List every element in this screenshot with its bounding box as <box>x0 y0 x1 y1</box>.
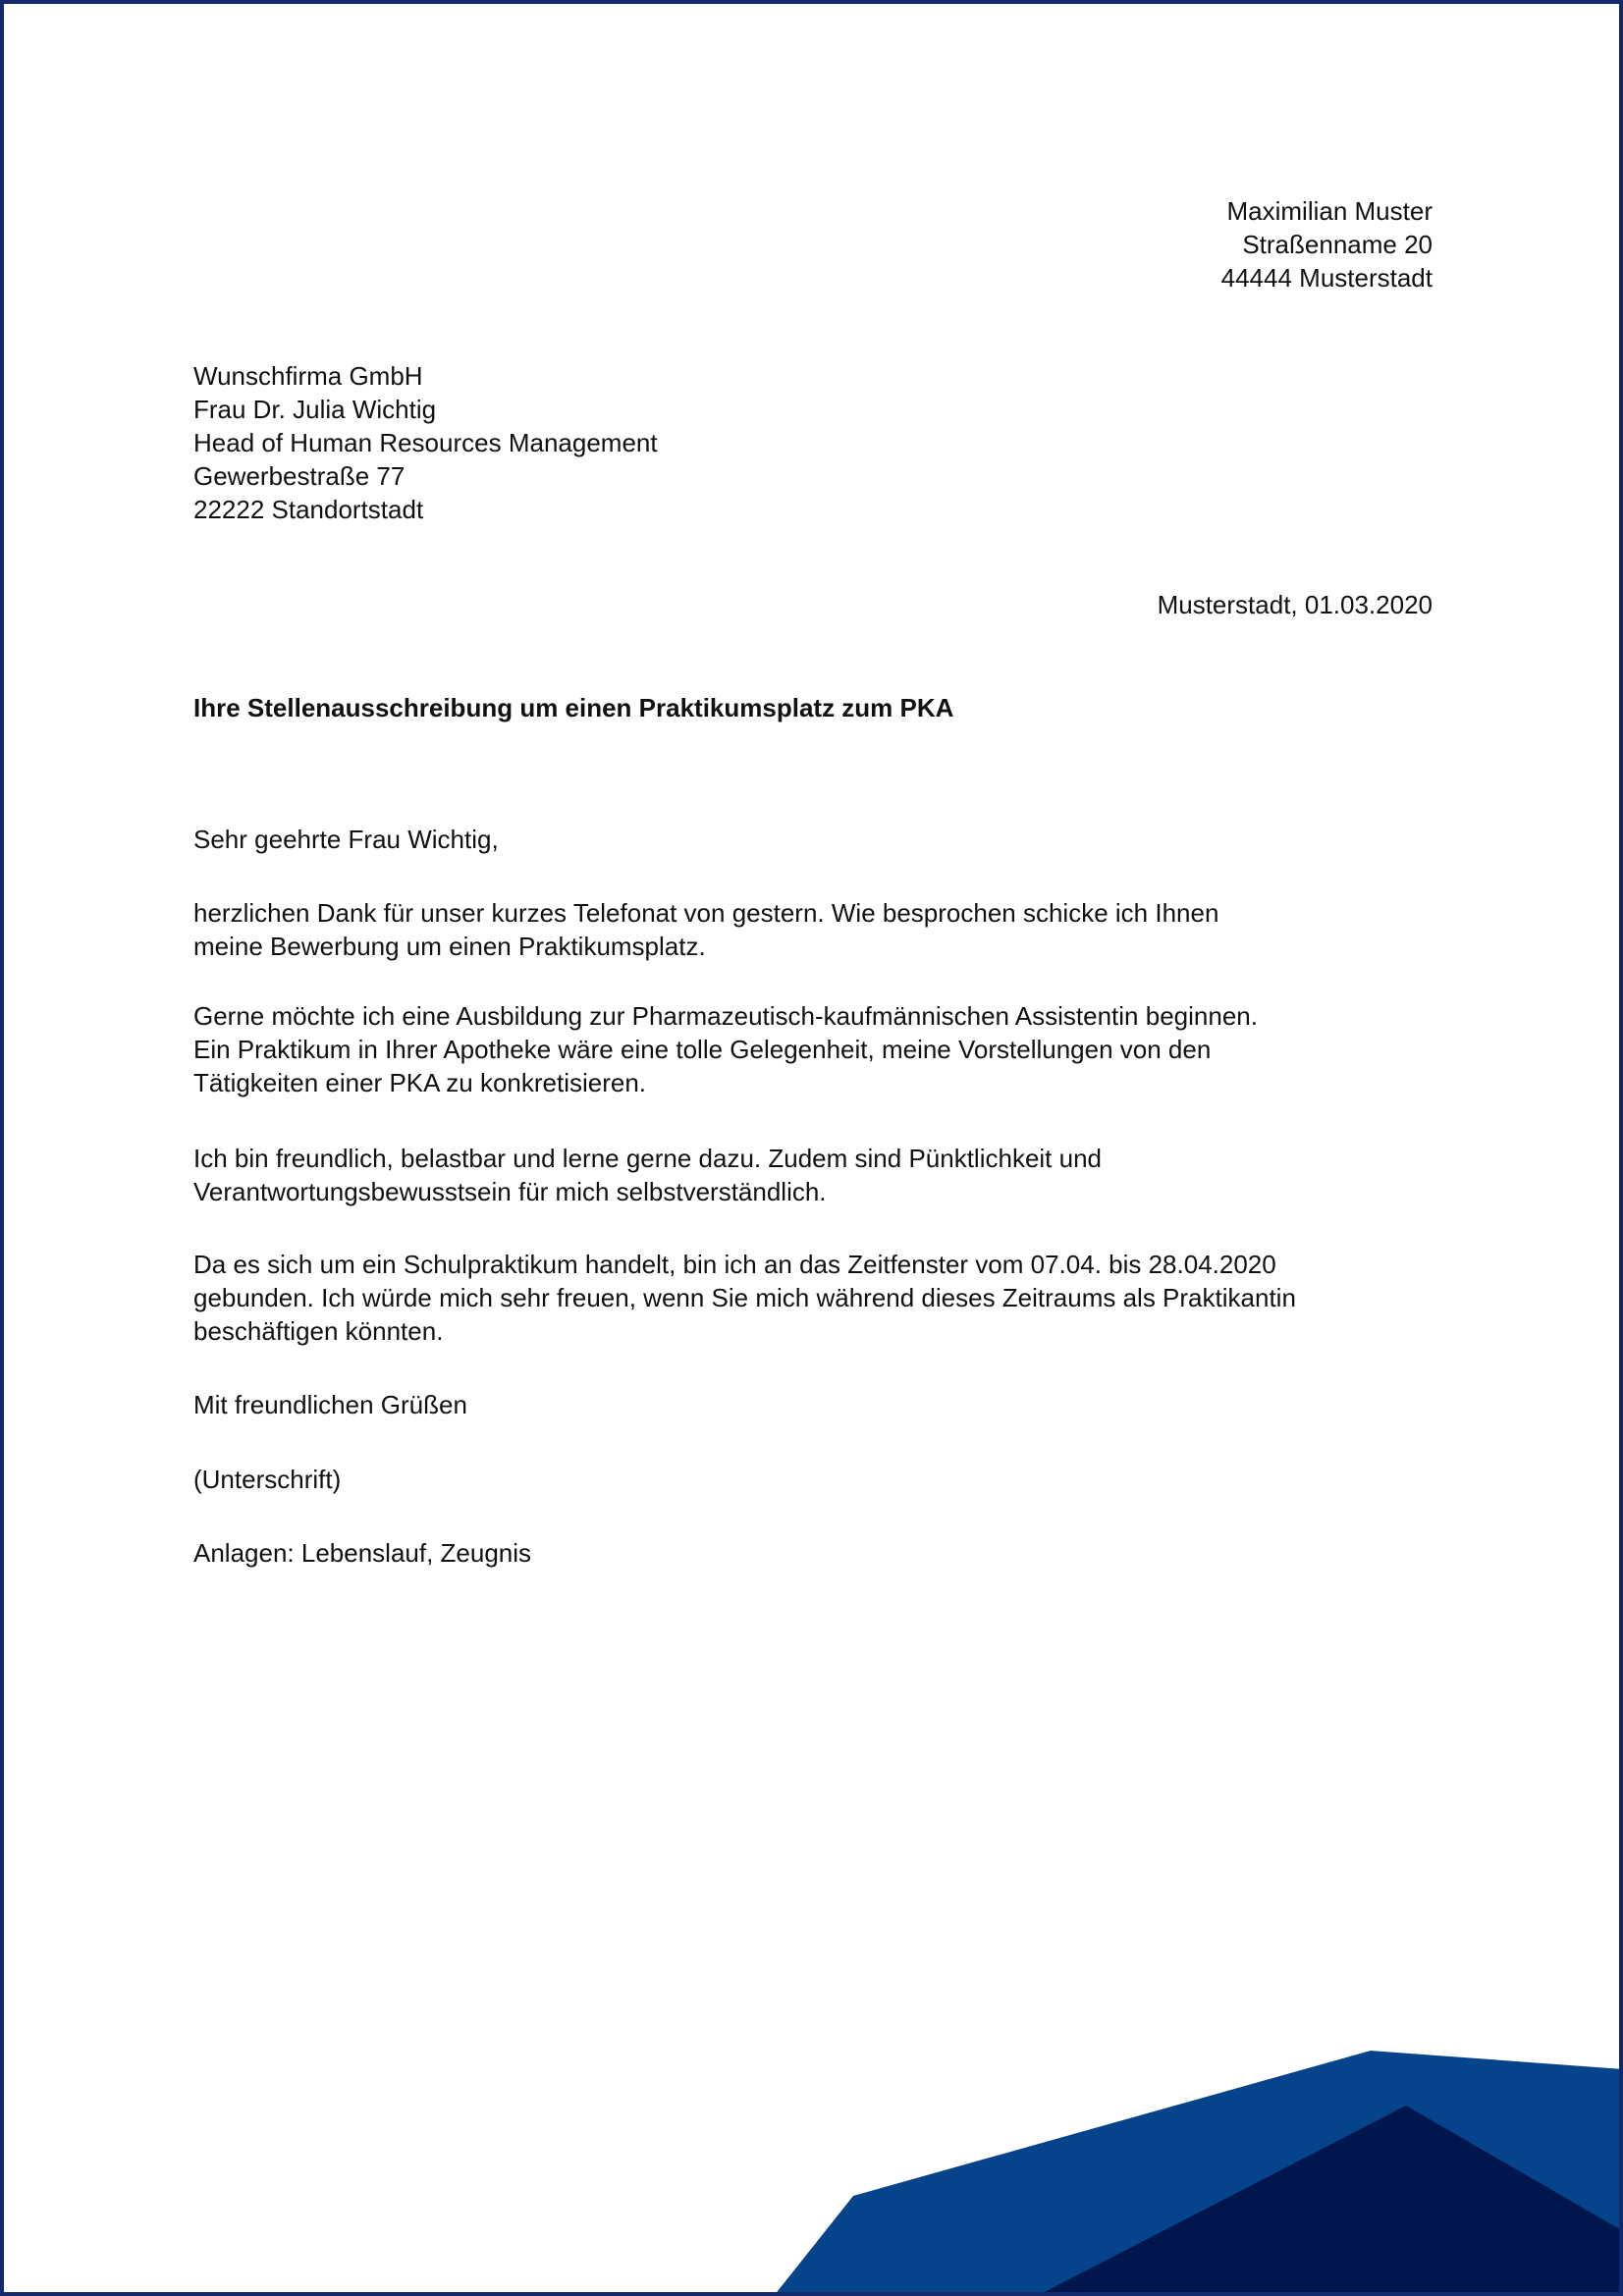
paragraph-line: Ein Praktikum in Ihrer Apotheke wäre eine tolle Gelegenheit, meine Vorstellungen von den <box>193 1035 1212 1064</box>
signature: (Unterschrift) <box>193 1465 342 1494</box>
paragraph-line: beschäftigen könnten. <box>193 1316 444 1346</box>
paragraph-line: Tätigkeiten einer PKA zu konkretisieren. <box>193 1068 647 1097</box>
paragraph-line: meine Bewerbung um einen Praktikumsplatz. <box>193 932 706 961</box>
sender-line: Maximilian Muster <box>1226 196 1433 226</box>
recipient-line: Frau Dr. Julia Wichtig <box>193 395 437 424</box>
sender-line: Straßenname 20 <box>1242 230 1433 259</box>
paragraph-line: Gerne möchte ich eine Ausbildung zur Pharmazeutisch-kaufmännischen Assistentin beginnen. <box>193 1001 1258 1031</box>
paragraph-line: Da es sich um ein Schulpraktikum handelt, bin ich an das Zeitfenster vom 07.04. bis 28.04.2020 <box>193 1250 1276 1279</box>
recipient-line: Head of Human Resources Management <box>193 428 658 457</box>
paragraph-line: gebunden. Ich würde mich sehr freuen, wenn Sie mich während dieses Zeitraums als Praktikantin <box>193 1283 1296 1312</box>
sender-line: 44444 Musterstadt <box>1220 263 1433 293</box>
paragraph-line: Verantwortungsbewusstsein für mich selbstverständlich. <box>193 1177 827 1206</box>
letter-date: Musterstadt, 01.03.2020 <box>1157 590 1433 619</box>
closing: Mit freundlichen Grüßen <box>193 1390 467 1419</box>
recipient-line: Wunschfirma GmbH <box>193 361 423 391</box>
salutation: Sehr geehrte Frau Wichtig, <box>193 825 499 854</box>
paragraph <box>193 1142 1433 1208</box>
paragraph <box>193 1248 1433 1348</box>
subject-line: Ihre Stellenausschreibung um einen Praktikumsplatz zum PKA <box>193 693 954 722</box>
paragraph-line: herzlichen Dank für unser kurzes Telefonat von gestern. Wie besprochen schicke ich Ihnen <box>193 898 1219 928</box>
paragraph-line: Ich bin freundlich, belastbar und lerne gerne dazu. Zudem sind Pünktlichkeit und <box>193 1144 1103 1173</box>
recipient-line: 22222 Standortstadt <box>193 495 424 524</box>
sender-address <box>193 194 1433 294</box>
recipient-address <box>193 359 1433 526</box>
recipient-line: Gewerbestraße 77 <box>193 461 406 491</box>
paragraph <box>193 896 1433 963</box>
paragraph <box>193 999 1433 1099</box>
enclosures: Anlagen: Lebenslauf, Zeugnis <box>193 1538 532 1568</box>
